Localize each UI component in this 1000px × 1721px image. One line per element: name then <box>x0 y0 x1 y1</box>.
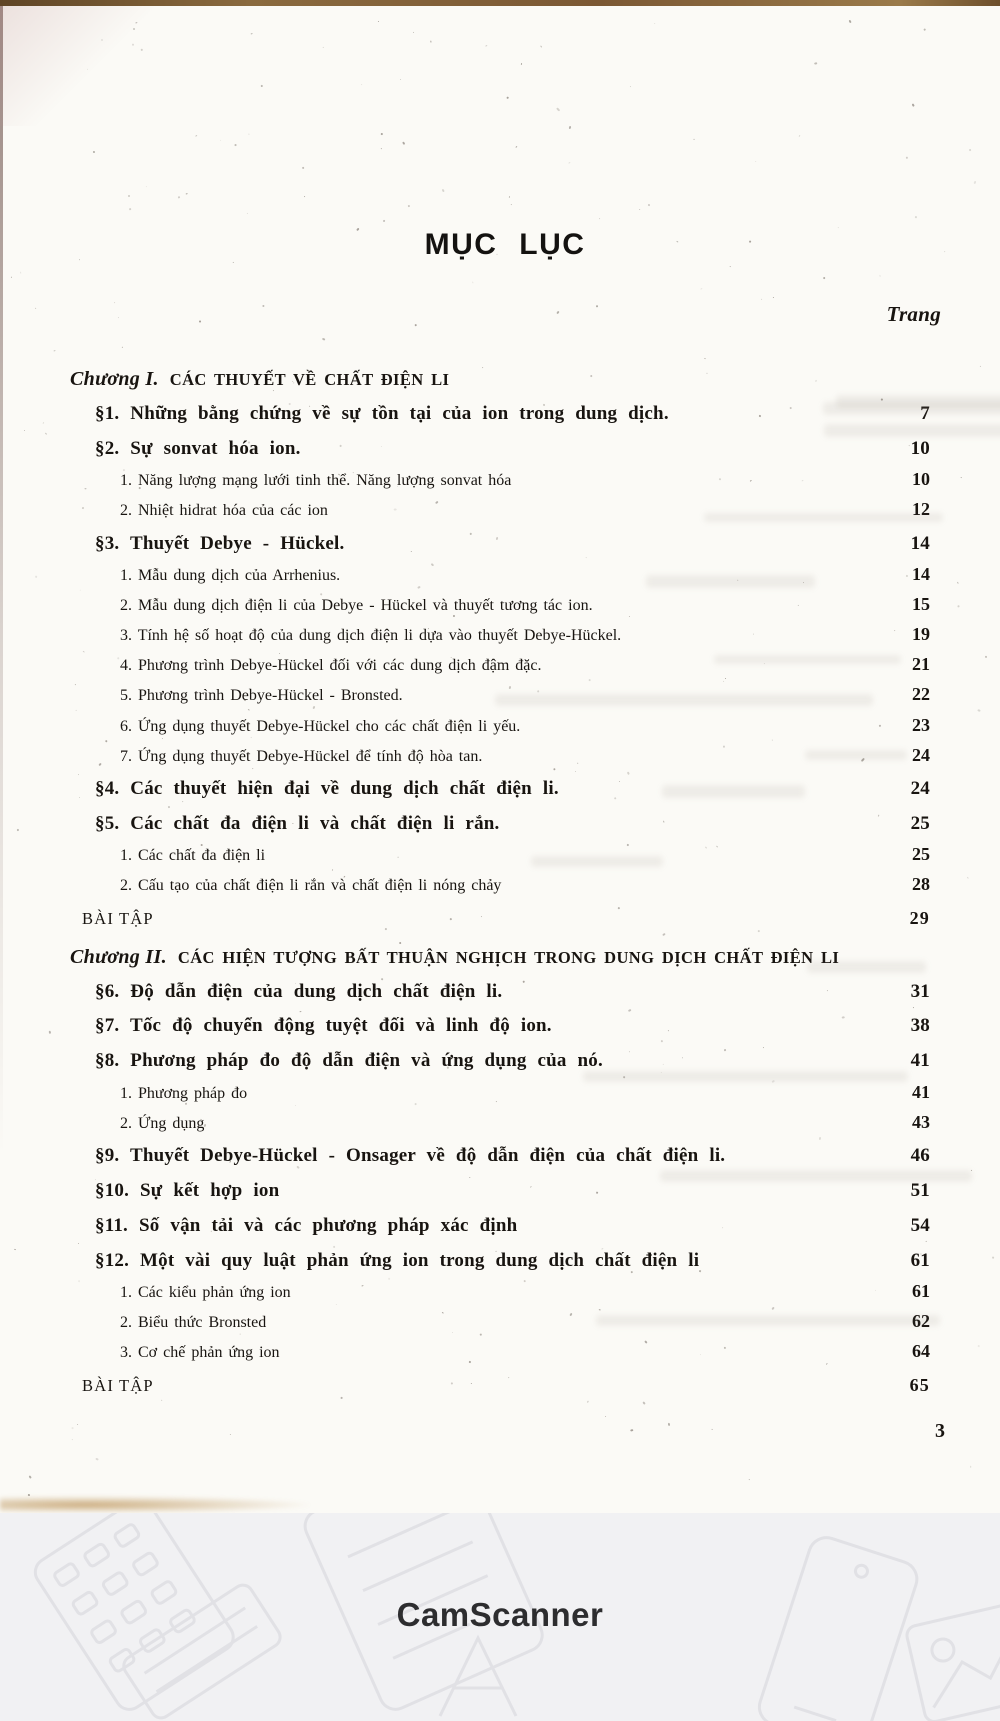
toc-row-label: §3. Thuyết Debye - Hückel. <box>95 532 345 554</box>
camscanner-watermark-text: CamScanner <box>396 1596 604 1633</box>
toc-row-label: §5. Các chất đa điện li và chất điện li rắn. <box>95 813 500 835</box>
letter-a-icon <box>440 1638 516 1716</box>
toc-row-page: 19 <box>912 624 930 645</box>
toc-row-label: 2. Cấu tạo của chất điện li rắn và chất điện li nóng chảy <box>120 877 502 895</box>
toc-row-label: 7. Ứng dụng thuyết Debye-Hückel để tính độ hòa tan. <box>120 747 483 765</box>
toc-row-page: 28 <box>912 874 930 895</box>
toc-row <box>70 1281 930 1303</box>
page-number: 3 <box>935 1420 945 1442</box>
toc-row <box>70 438 930 461</box>
toc-row-label: 1. Các chất đa điện li <box>120 847 266 865</box>
toc-row <box>70 594 930 616</box>
toc-row-page: 54 <box>910 1214 930 1236</box>
toc-row-page: 25 <box>912 844 930 865</box>
toc-row <box>70 1145 930 1168</box>
toc-row-label: §4. Các thuyết hiện đại về dung dịch chất điện li. <box>95 778 559 800</box>
toc-row-page: 23 <box>912 714 930 735</box>
toc-row-label: §10. Sự kết hợp ion <box>95 1179 280 1201</box>
toc-row-page: 14 <box>912 564 930 585</box>
toc-row-label: §6. Độ dẫn điện của dung dịch chất điện li. <box>95 980 503 1002</box>
toc-row <box>70 981 930 1004</box>
toc-row-label: §2. Sự sonvat hóa ion. <box>95 437 301 459</box>
toc-row <box>70 715 930 737</box>
scan-bottom-streak <box>0 1496 310 1512</box>
camscanner-footer <box>0 1513 1000 1721</box>
toc-row-label: BÀI TẬP <box>82 909 154 929</box>
toc-row-page: 25 <box>910 813 930 835</box>
toc-row <box>70 1015 930 1038</box>
toc-row-label: §11. Số vận tải và các phương pháp xác định <box>95 1214 518 1236</box>
toc-row <box>70 654 930 676</box>
toc-row-page: 64 <box>912 1341 930 1362</box>
toc-row <box>70 1180 930 1203</box>
toc-row-label: §9. Thuyết Debye-Hückel - Onsager về độ dẫn điện của chất điện li. <box>95 1145 726 1167</box>
toc-row-label: 2. Mẫu dung dịch điện li của Debye - Hückel và thuyết tương tác ion. <box>120 597 593 615</box>
toc-row <box>70 1082 930 1104</box>
toc-row <box>70 499 930 521</box>
toc-row-page: 41 <box>912 1081 930 1102</box>
toc-row <box>70 1250 930 1273</box>
toc-row-page: 46 <box>910 1145 930 1167</box>
toc <box>70 352 930 1396</box>
page-column-label: Trang <box>886 302 941 326</box>
toc-row-label: 1. Các kiểu phản ứng ion <box>120 1283 291 1301</box>
toc-row-label: CÁC THUYẾT VỀ CHẤT ĐIỆN LI <box>169 370 450 389</box>
toc-row-label: §1. Những bằng chứng về sự tồn tại của ion trong dung dịch. <box>95 403 669 424</box>
toc-row-label: §8. Phương pháp đo độ dẫn điện và ứng dụng của nó. <box>95 1050 603 1072</box>
toc-row-page: 43 <box>912 1111 930 1132</box>
chapter-prefix: Chương I. <box>70 368 159 390</box>
toc-row-label: §7. Tốc độ chuyển động tuyệt đối và linh độ ion. <box>95 1015 552 1037</box>
toc-row-label: BÀI TẬP <box>82 1375 154 1395</box>
toc-row-label: 2. Ứng dụng <box>120 1114 205 1132</box>
toc-row-page: 22 <box>912 684 930 705</box>
toc-row-page: 24 <box>910 778 930 800</box>
toc-row <box>70 1341 930 1363</box>
toc-row-page: 61 <box>912 1280 930 1301</box>
toc-row-page: 10 <box>910 437 930 459</box>
toc-row-label: CÁC HIỆN TƯỢNG BẤT THUẬN NGHỊCH TRONG DUNG DỊCH CHẤT ĐIỆN LI <box>177 947 840 967</box>
toc-row-label: 6. Ứng dụng thuyết Debye-Hückel cho các chất điện li yếu. <box>120 717 521 735</box>
toc-row-page: 15 <box>912 594 930 615</box>
toc-row-label: 1. Năng lượng mạng lưới tinh thể. Năng lượng sonvat hóa <box>120 472 512 490</box>
toc-row-label: 4. Phương trình Debye-Hückel đối với các dung dịch đậm đặc. <box>120 657 542 675</box>
page-title: MỤC LỤC <box>424 228 586 261</box>
toc-row-page: 62 <box>912 1310 930 1331</box>
toc-row-label: 3. Cơ chế phản ứng ion <box>120 1344 280 1362</box>
toc-row-label: 2. Biểu thức Bronsted <box>120 1313 267 1331</box>
toc-row <box>70 745 930 767</box>
toc-row-label: 5. Phương trình Debye-Hückel - Bronsted. <box>120 687 403 705</box>
toc-row-page: 41 <box>910 1050 930 1072</box>
scan-left-edge <box>0 6 3 1156</box>
toc-row <box>70 1050 930 1073</box>
toc-row <box>70 564 930 586</box>
toc-row-label: 1. Phương pháp đo <box>120 1084 248 1102</box>
toc-row-label: 1. Mẫu dung dịch của Arrhenius. <box>120 567 341 585</box>
book-top-edge <box>0 0 1000 6</box>
scan-corner-shade <box>0 6 170 126</box>
toc-row <box>70 684 930 706</box>
toc-row <box>70 533 930 556</box>
toc-row-page: 61 <box>910 1249 930 1271</box>
toc-row <box>70 813 930 836</box>
toc-row <box>70 469 930 491</box>
toc-row <box>70 778 930 801</box>
toc-row <box>70 844 930 866</box>
toc-row <box>70 367 930 391</box>
toc-row-page: 38 <box>910 1015 930 1037</box>
toc-row-label: 2. Nhiệt hidrat hóa của các ion <box>120 502 328 520</box>
toc-row-page: 10 <box>912 469 930 490</box>
toc-row <box>70 874 930 896</box>
toc-row-page: 21 <box>912 654 930 675</box>
toc-row <box>70 1311 930 1333</box>
toc-row <box>70 1215 930 1238</box>
toc-row-page: 31 <box>910 980 930 1002</box>
toc-row <box>70 1112 930 1134</box>
toc-row <box>70 908 930 930</box>
toc-row <box>70 1375 930 1397</box>
chapter-prefix: Chương II. <box>70 945 167 968</box>
toc-row <box>70 403 930 426</box>
toc-row-page: 12 <box>912 499 930 520</box>
toc-row-page: 65 <box>909 1374 930 1395</box>
toc-row-page: 51 <box>910 1179 930 1201</box>
toc-row-page: 14 <box>910 532 930 554</box>
toc-row <box>70 624 930 646</box>
toc-row <box>70 945 930 969</box>
toc-row-label: §12. Một vài quy luật phản ứng ion trong dung dịch chất điện li <box>95 1249 700 1271</box>
toc-row-page: 7 <box>920 403 930 424</box>
toc-row-page: 24 <box>912 744 930 765</box>
toc-row-page: 29 <box>909 908 930 929</box>
toc-row-label: 3. Tính hệ số hoạt độ của dung dịch điện li dựa vào thuyết Debye-Hückel. <box>120 627 622 645</box>
